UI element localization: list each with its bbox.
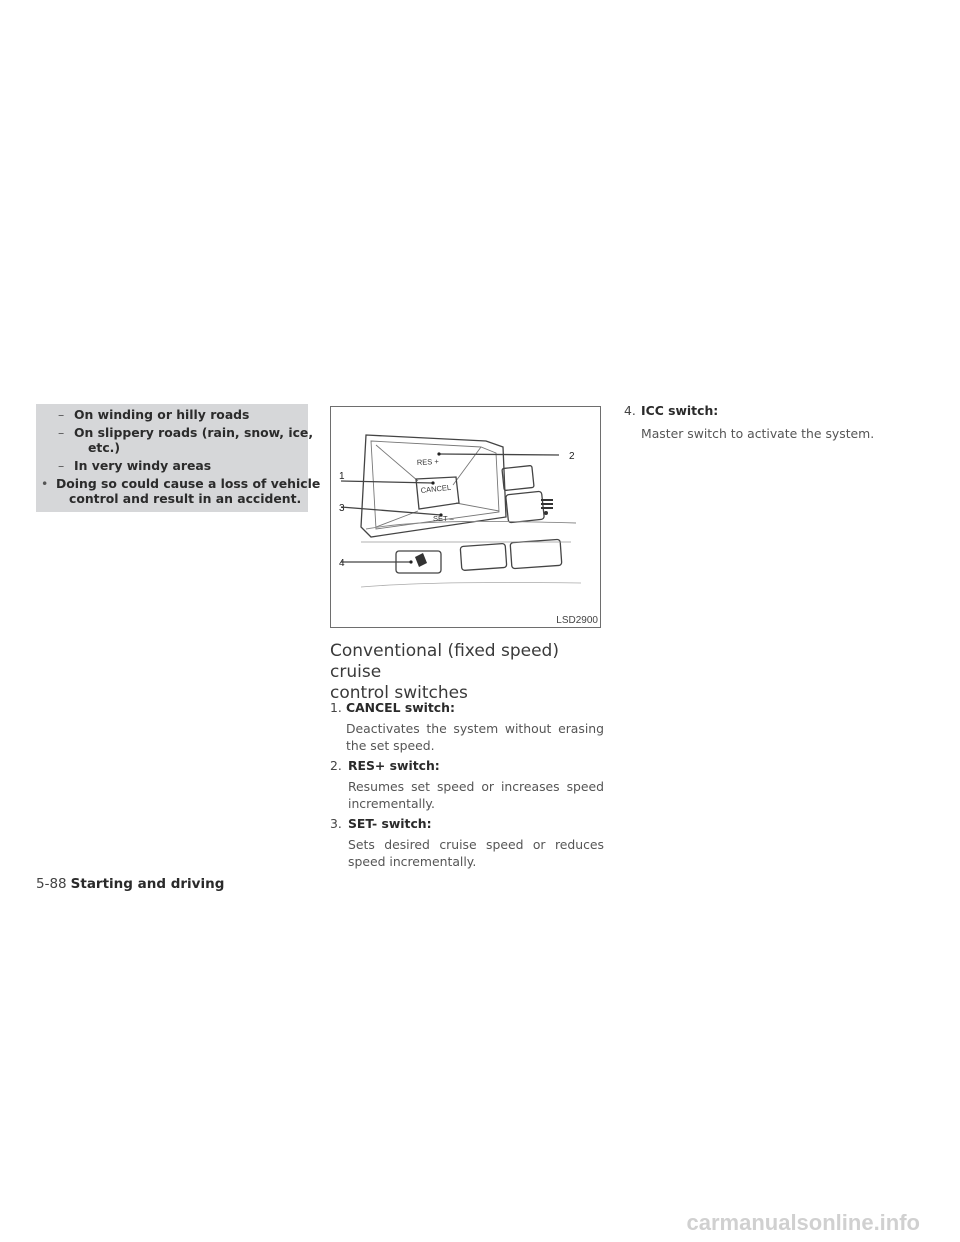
list-item	[330, 757, 605, 813]
item-title: CANCEL switch:	[346, 700, 455, 715]
heading-line-2: control switches	[330, 683, 468, 703]
bullet-marker: •	[41, 476, 49, 491]
warning-item: On winding or hilly roads	[74, 407, 250, 422]
warning-item-continued: etc.)	[88, 440, 121, 455]
item-title: RES+ switch:	[348, 758, 440, 773]
dash-marker: –	[58, 425, 65, 440]
list-item	[330, 699, 605, 755]
set-switch-label: SET –	[433, 514, 454, 523]
page-footer	[36, 876, 224, 892]
dash-marker: –	[58, 458, 65, 473]
callout-1: 1	[339, 471, 345, 482]
callout-4: 4	[339, 558, 345, 569]
warning-item: Doing so could cause a loss of vehicle	[56, 476, 321, 491]
list-item	[330, 815, 605, 871]
warning-item-continued: control and result in an accident.	[69, 491, 302, 506]
cancel-switch-label: CANCEL	[420, 482, 452, 495]
warning-item: In very windy areas	[74, 458, 212, 473]
item-number: 1.	[330, 700, 342, 715]
item-description: Deactivates the system without erasing the set speed.	[346, 721, 604, 753]
warning-box	[36, 404, 321, 512]
item-description: Resumes set speed or increases speed incrementally.	[348, 779, 604, 811]
item-title: ICC switch:	[641, 403, 719, 418]
item-number: 4.	[624, 403, 636, 418]
heading-line-1: Conventional (fixed speed) cruise	[330, 641, 559, 682]
callout-2: 2	[569, 451, 575, 462]
res-switch-label: RES +	[416, 456, 439, 467]
switch-illustration	[331, 407, 601, 628]
item-number: 3.	[330, 816, 342, 831]
item-description: Master switch to activate the system.	[641, 426, 875, 441]
watermark: carmanualsonline.info	[686, 1210, 920, 1235]
item-title: SET- switch:	[348, 816, 432, 831]
section-name: Starting and driving	[70, 876, 225, 892]
dash-marker: –	[58, 407, 65, 422]
section-heading	[330, 641, 610, 704]
warning-item: On slippery roads (rain, snow, ice,	[74, 425, 314, 440]
cruise-switch-figure	[330, 406, 601, 628]
callout-3: 3	[339, 503, 345, 514]
page-number: 5-88	[36, 876, 67, 892]
list-item	[624, 402, 899, 446]
item-number: 2.	[330, 758, 342, 773]
figure-code: LSD2900	[556, 615, 598, 626]
item-description: Sets desired cruise speed or reduces speed incrementally.	[348, 837, 604, 869]
